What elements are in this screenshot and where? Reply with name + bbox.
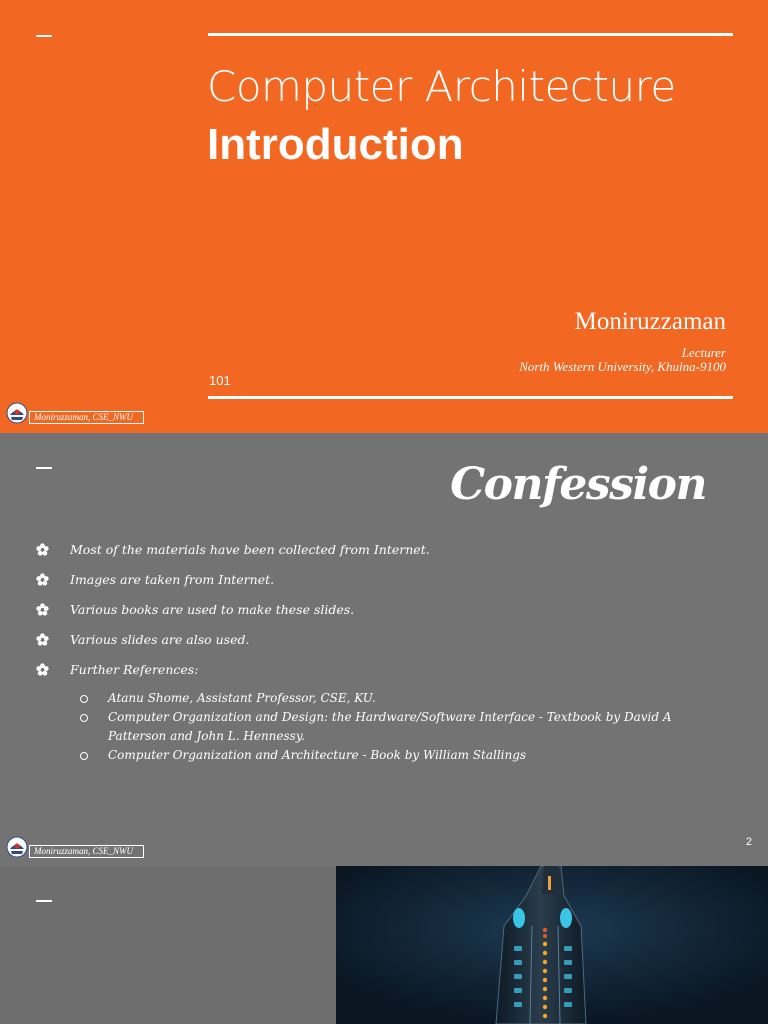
author-university: North Western University, Khulna-9100 [519, 359, 726, 374]
bullet-text: Most of the materials have been collected from Internet. [70, 542, 430, 557]
flower-bullet-icon [36, 603, 49, 616]
bullet-text: Various books are used to make these slides. [70, 602, 355, 617]
circle-bullet-icon [80, 714, 88, 722]
title-slide [0, 0, 768, 433]
author-role: Lecturer [681, 345, 726, 360]
top-rule [208, 33, 733, 36]
bottom-rule [208, 396, 733, 399]
flower-bullet-icon [36, 573, 49, 586]
list-item [80, 708, 730, 746]
slide-dash-marker [36, 900, 52, 902]
university-logo-icon [6, 836, 28, 858]
bullet-text: Further References: [70, 662, 199, 677]
list-item [36, 570, 736, 589]
flower-bullet-icon [36, 633, 49, 646]
circle-bullet-icon [80, 752, 88, 760]
slide-title: Confession [450, 459, 706, 510]
flower-bullet-icon [36, 663, 49, 676]
slide-subtitle: Introduction [207, 120, 464, 169]
reference-text: Computer Organization and Architecture - Book by William Stallings [108, 748, 527, 762]
course-number: 101 [209, 373, 231, 388]
list-item [36, 630, 736, 649]
bullet-text: Images are taken from Internet. [70, 572, 275, 587]
reference-text: Atanu Shome, Assistant Professor, CSE, KU. [108, 691, 376, 705]
list-item [36, 540, 736, 559]
slide-dash-marker [36, 467, 52, 469]
reference-text: Computer Organization and Design: the Hardware/Software Interface - Textbook by David A Patterson and John L. Hennessy. [108, 710, 672, 743]
slide-number: 2 [745, 836, 752, 848]
author-affiliation [519, 346, 726, 374]
flower-bullet-icon [36, 543, 49, 556]
slide-dash-marker [36, 35, 52, 37]
bullet-list [36, 540, 736, 690]
list-item [80, 689, 730, 708]
footer-badge [6, 402, 144, 424]
footer-badge [6, 836, 144, 858]
slide-title: Computer Architecture [207, 62, 676, 111]
circle-bullet-icon [80, 695, 88, 703]
bullet-text: Various slides are also used. [70, 632, 250, 647]
university-logo-icon [6, 402, 28, 424]
reference-list [80, 689, 730, 765]
list-item [80, 746, 730, 765]
footer-badge-text: Moniruzzaman, CSE_NWU [29, 845, 144, 858]
list-item [36, 600, 736, 619]
footer-badge-text: Moniruzzaman, CSE_NWU [29, 411, 144, 424]
list-item [36, 660, 736, 679]
futuristic-tower-image [336, 866, 768, 1024]
author-name: Moniruzzaman [574, 308, 726, 335]
